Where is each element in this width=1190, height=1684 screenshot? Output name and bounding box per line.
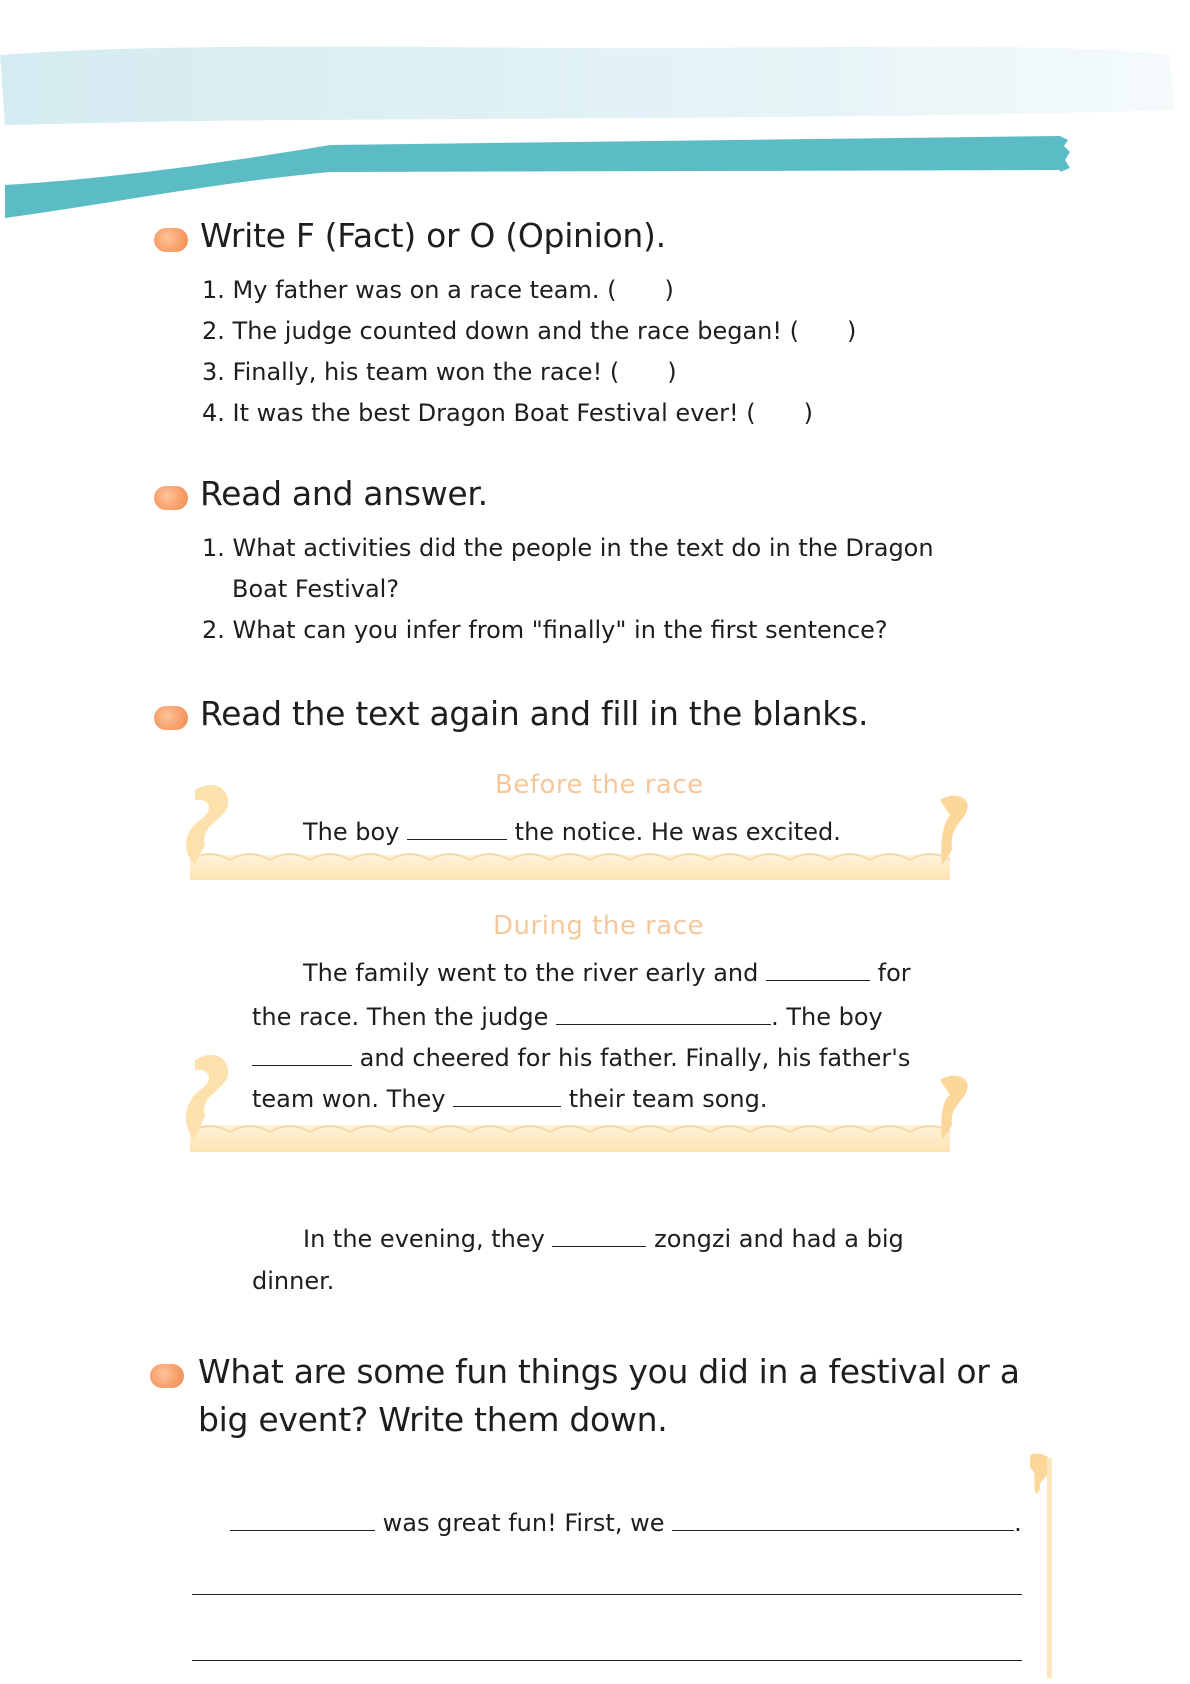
after-line-2: dinner. <box>252 1267 335 1295</box>
section-bullet-icon <box>154 486 188 510</box>
top-banner <box>0 0 1190 230</box>
section-bullet-icon <box>154 228 188 252</box>
write-line-1 <box>230 1506 1022 1537</box>
answer-blank[interactable] <box>230 1506 375 1531</box>
during-l1-a: The family went to the river early and <box>303 959 759 987</box>
flag-pole-decoration <box>1010 1450 1060 1680</box>
answer-blank[interactable] <box>252 1041 352 1066</box>
write-text-a: was great fun! First, we <box>382 1509 665 1537</box>
during-line-1 <box>303 956 911 987</box>
before-text-a: The boy <box>303 818 400 846</box>
section-heading-write-l1: What are some fun things you did in a festival or a <box>198 1352 1020 1391</box>
section-bullet-icon <box>154 706 188 730</box>
section-heading-fill-blanks: Read the text again and fill in the blanks. <box>200 694 869 733</box>
fact-opinion-item-4: 4. It was the best Dragon Boat Festival ever! ( ) <box>202 399 814 427</box>
during-l2-b: . The boy <box>771 1003 883 1031</box>
writing-line[interactable] <box>192 1660 1022 1661</box>
after-line-1 <box>303 1222 904 1253</box>
read-answer-item-1: 1. What activities did the people in the text do in the Dragon <box>202 534 934 562</box>
section-heading-write-l2: big event? Write them down. <box>198 1400 668 1439</box>
answer-blank[interactable] <box>453 1082 561 1107</box>
fact-opinion-item-2: 2. The judge counted down and the race began! ( ) <box>202 317 857 345</box>
before-race-title: Before the race <box>495 770 704 800</box>
before-race-line <box>303 815 841 846</box>
answer-blank[interactable] <box>672 1506 1014 1531</box>
section-heading-read-answer: Read and answer. <box>200 474 488 513</box>
during-line-3 <box>252 1041 910 1072</box>
write-text-end: . <box>1014 1509 1022 1537</box>
during-l3-a: and cheered for his father. Finally, his father's <box>359 1044 911 1072</box>
before-text-b: the notice. He was excited. <box>514 818 841 846</box>
after-l1-a: In the evening, they <box>303 1225 545 1253</box>
read-answer-item-2: 2. What can you infer from "finally" in the first sentence? <box>202 616 888 644</box>
during-line-2 <box>252 1000 883 1031</box>
answer-blank[interactable] <box>556 1000 771 1025</box>
writing-line[interactable] <box>192 1594 1022 1595</box>
during-l1-b: for <box>877 959 911 987</box>
during-race-title: During the race <box>493 911 705 941</box>
answer-blank[interactable] <box>766 956 870 981</box>
section-heading-fact-opinion: Write F (Fact) or O (Opinion). <box>200 216 666 255</box>
read-answer-item-1-cont: Boat Festival? <box>232 575 400 603</box>
fact-opinion-item-1: 1. My father was on a race team. ( ) <box>202 276 674 304</box>
answer-blank[interactable] <box>552 1222 646 1247</box>
during-line-4 <box>252 1082 768 1113</box>
during-l2-a: the race. Then the judge <box>252 1003 549 1031</box>
during-l4-a: team won. They <box>252 1085 446 1113</box>
section-bullet-icon <box>150 1364 184 1388</box>
fact-opinion-item-3: 3. Finally, his team won the race! ( ) <box>202 358 677 386</box>
during-l4-b: their team song. <box>568 1085 768 1113</box>
answer-blank[interactable] <box>407 815 507 840</box>
after-l1-b: zongzi and had a big <box>654 1225 904 1253</box>
